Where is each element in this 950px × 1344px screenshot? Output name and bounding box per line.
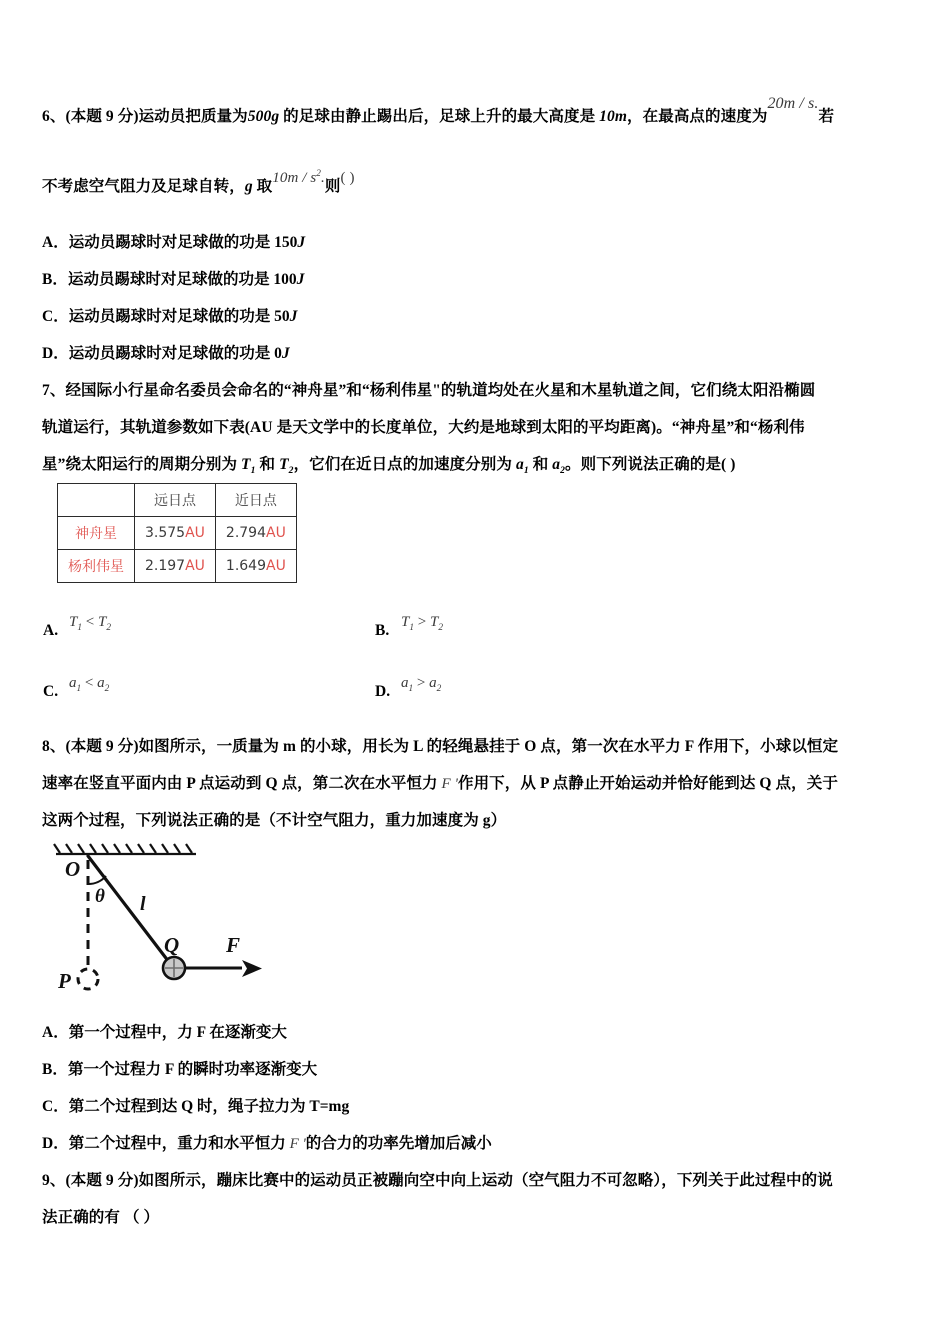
question-7-option-a-expression: $T_1 < T_2$ [69,614,111,633]
question-9-line-1-text: 如图所示，蹦床比赛中的运动员正被蹦向空中向上运动（空气阻力不可忽略），下列关于此过程中的说 [138,1172,833,1189]
question-7-symbol-a1: $a_1$ [515,456,529,477]
question-6-mass-value: 500 [247,108,272,125]
question-7-line-2-text: 轨道运行，其轨道参数如下表(AU 是天文学中的长度单位，大约是地球到太阳的平均距离)。“神舟星”和“杨利伟 [42,419,805,436]
question-6-height-value: 10 [599,108,615,125]
table-row [58,550,297,583]
question-7-line-1-text: 经国际小行星命名委员会命名的“神舟星”和“杨利伟星"的轨道均处在火星和木星轨道之间，它们绕太阳沿椭圆 [65,382,816,399]
question-6-stem-line-2 [42,169,355,196]
question-8-line-2-pre: 速率在竖直平面内由 P 点运动到 Q 点，第二次在水平恒力 [42,775,442,792]
table-cell-shenzhou-perihelion: 2.794AU [215,517,296,550]
question-7-option-b-label: B. [375,622,390,639]
question-7-option-c-expression: $a_1 < a_2$ [69,675,110,694]
question-8-line-2-post: 作用下，从 P 点静止开始运动并恰好能到达 Q 点，关于 [457,775,838,792]
ceiling-hatch-icon [54,844,196,854]
question-6-stem-line-1 [42,95,835,126]
question-8-option-c[interactable] [42,1098,349,1115]
question-8-option-b-label: B． [42,1061,68,1078]
table-row [58,517,297,550]
question-8-line-3-text: 这两个过程，下列说法正确的是（不计空气阻力，重力加速度为 g） [42,812,507,829]
question-6-option-a-text: 运动员踢球时对足球做的功是 150 [68,234,298,251]
question-6-option-d-text: 运动员踢球时对足球做的功是 0 [68,345,282,362]
question-7-option-c[interactable] [43,675,110,703]
pendulum-rod [88,856,172,966]
question-8-option-c-text: 第二个过程到达 Q 时，绳子拉力为 T=mg [68,1098,350,1115]
question-7-line-3-mid-1: 和 [255,456,280,473]
label-p: P [58,969,71,993]
table-header-row [58,484,297,517]
question-8-option-a-text: 第一个过程中，力 F 在逐渐变大 [68,1024,287,1041]
label-o: O [65,857,81,881]
question-6-g-take: 取 [252,178,273,195]
question-6-option-b-unit: J [296,271,305,288]
question-6-option-a-unit: J [297,234,306,251]
question-7-option-c-label: C. [43,683,59,700]
question-7-line-3-mid-2: ，它们在近日点的加速度分别为 [293,456,516,473]
question-6-option-b-label: B． [42,271,68,288]
question-7-symbol-t1: $T_1$ [241,456,256,477]
question-9-stem-line-2 [42,1209,159,1226]
question-9-stem-line-1 [42,1172,833,1189]
table-cell-shenzhou-aphelion: 3.575AU [135,517,216,550]
question-7-symbol-t2: $T_2$ [279,456,294,477]
label-theta: θ [95,886,105,907]
label-q: Q [164,933,180,957]
question-6-stem-text-2: 的足球由静止踢出后，足球上升的最大高度是 [279,108,600,125]
question-6-option-c-unit: J [289,308,298,325]
question-6-option-d[interactable] [42,345,290,362]
question-6-stem-line2-pre: 不考虑空气阻力及足球自转， [42,178,245,195]
question-8-option-b[interactable] [42,1061,317,1078]
question-8-option-c-label: C． [42,1098,69,1115]
question-8-stem-line-3 [42,812,506,829]
question-6-g-value: $10m / s^2$. [272,169,325,186]
question-6-height-unit: m [614,108,628,125]
question-6-option-c-text: 运动员踢球时对足球做的功是 50 [68,308,290,325]
question-6-option-a[interactable] [42,234,305,251]
question-7-option-a-label: A. [43,622,59,639]
question-6-stem-text-4: 若 [818,108,835,125]
question-9-number: 9、 [42,1172,66,1189]
table-column-header-aphelion: 远日点 [135,484,216,517]
question-7-line-3-tail: 。则下列说法正确的是( ) [565,456,736,473]
rest-position-marker [78,969,98,989]
question-7-line-3-pre: 星”绕太阳运行的周期分别为 [42,456,242,473]
label-l: l [140,893,146,915]
question-8-option-d-post: 的合力的功率先增加后减小 [305,1135,492,1152]
question-8-line-1-text: 如图所示，一质量为 m 的小球，用长为 L 的轻绳悬挂于 O 点，第一次在水平力 F 作用下，小球以恒定 [138,738,839,755]
question-6-marks: (本题 9 分) [65,108,139,125]
question-7-option-d-label: D. [375,683,391,700]
question-6-stem-text-1: 运动员把质量为 [138,108,248,125]
question-6-mass-unit: g [271,108,280,125]
question-6-option-c-label: C． [42,308,69,325]
question-8-option-d[interactable] [42,1135,492,1153]
label-f: F [226,933,241,957]
question-8-stem-line-2 [42,775,838,793]
question-8-option-d-pre: 第二个过程中，重力和水平恒力 [68,1135,290,1152]
question-7-number: 7、 [42,382,66,399]
pendulum-diagram [46,840,286,1015]
table-column-header-perihelion: 近日点 [215,484,296,517]
table-cell-yangliwei-perihelion: 1.649AU [215,550,296,583]
question-6-answer-blank: ( ) [340,170,355,186]
orbit-parameters-table [57,483,297,583]
question-6-option-d-label: D． [42,345,69,362]
question-8-option-d-label: D． [42,1135,69,1152]
question-6-option-d-unit: J [281,345,290,362]
table-row-label-yangliwei: 杨利伟星 [58,550,135,583]
question-6-stem-text-3: ，在最高点的速度为 [627,108,768,125]
question-7-option-a[interactable] [43,614,111,642]
question-6-number: 6、 [42,108,66,125]
question-8-force-prime-symbol: F ' [441,776,458,792]
question-6-speed-math: 20m / s. [767,95,819,112]
question-8-option-a[interactable] [42,1024,287,1041]
question-6-option-c[interactable] [42,308,297,325]
question-6-option-a-label: A． [42,234,69,251]
question-6-option-b-text: 运动员踢球时对足球做的功是 100 [68,271,297,288]
question-8-option-a-label: A． [42,1024,69,1041]
question-7-option-b-expression: $T_1 > T_2$ [401,614,443,633]
question-8-marks: (本题 9 分) [65,738,139,755]
question-6-g-symbol: g [244,178,253,195]
table-corner-cell [58,484,135,517]
question-7-option-d-expression: $a_1 > a_2$ [401,675,442,694]
force-arrow-f-icon [184,960,262,977]
question-9-marks: (本题 9 分) [65,1172,139,1189]
question-7-option-b[interactable] [375,614,443,642]
question-7-stem-line-1 [42,382,815,399]
question-9-line-2-text: 法正确的有 （ ） [42,1209,160,1226]
question-7-stem-line-2 [42,419,805,436]
question-7-symbol-a2: $a_2$ [552,456,566,477]
question-8-number: 8、 [42,738,66,755]
question-8-stem-line-1 [42,738,838,755]
question-6-then-label: 则 [324,178,341,195]
question-7-stem-line-3 [42,456,736,477]
table-cell-yangliwei-aphelion: 2.197AU [135,550,216,583]
question-7-line-3-mid-3: 和 [528,456,553,473]
question-8-option-b-text: 第一个过程力 F 的瞬时功率逐渐变大 [68,1061,318,1078]
question-6-option-b[interactable] [42,271,304,288]
ball-q-icon [163,957,185,979]
table-row-label-shenzhou: 神舟星 [58,517,135,550]
question-8-option-d-force-prime: F ' [289,1136,306,1152]
question-7-option-d[interactable] [375,675,442,703]
